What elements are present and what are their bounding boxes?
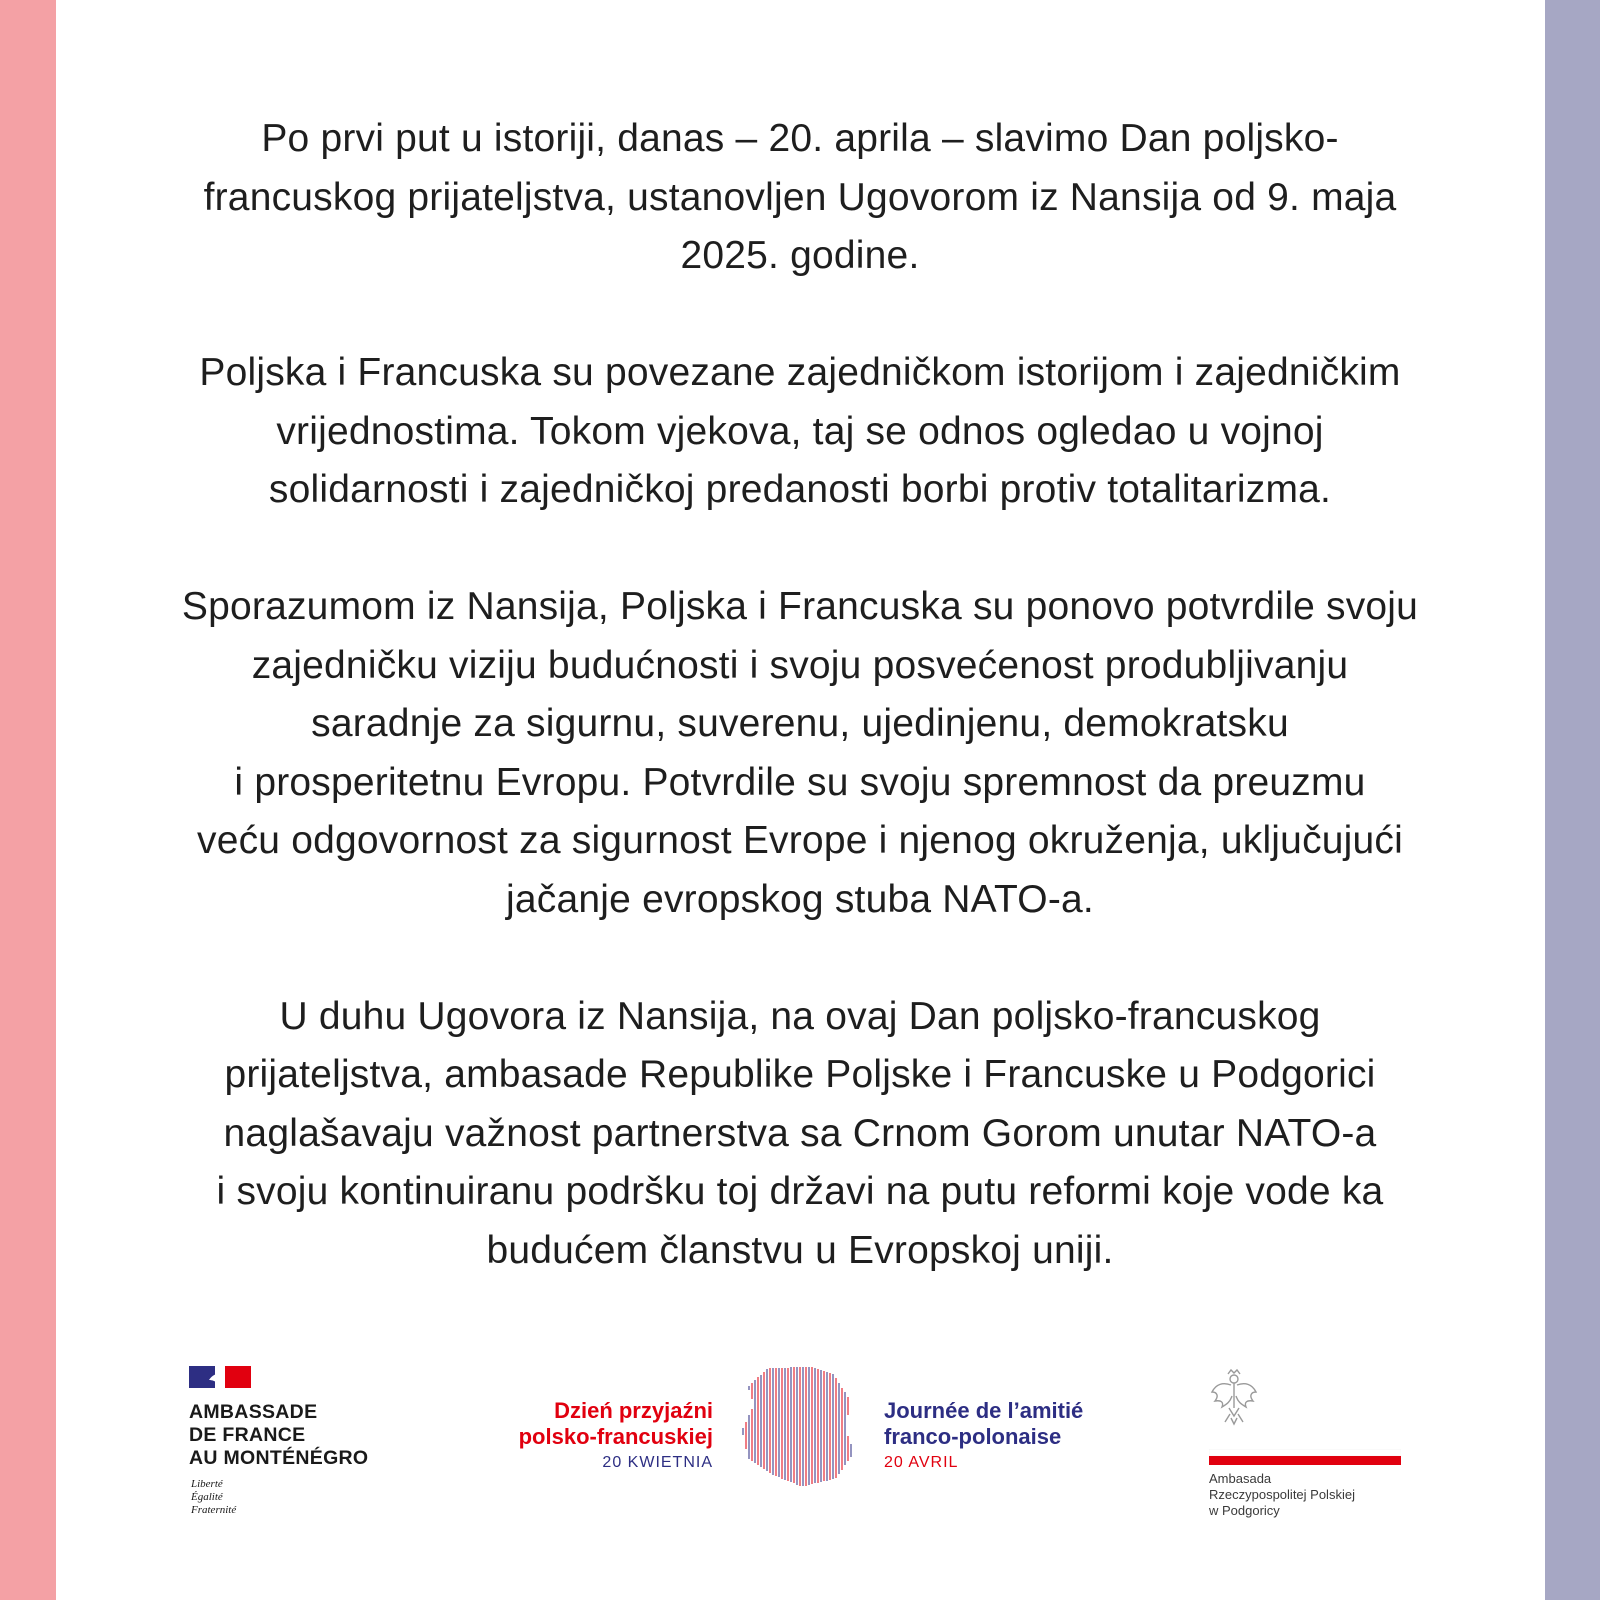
text-line: Sporazumom iz Nansija, Poljska i Francuska su ponovo potvrdile svoju bbox=[181, 585, 1419, 628]
title-line: Journée de l’amitié bbox=[884, 1398, 1084, 1423]
text-line: solidarnosti i zajedničkoj predanosti borbi protiv totalitarizma. bbox=[268, 468, 1332, 511]
paragraph-2 bbox=[130, 344, 1470, 520]
name-line: AU MONTÉNÉGRO bbox=[189, 1447, 369, 1469]
text-line: U duhu Ugovora iz Nansija, na ovaj Dan poljsko-francuskog bbox=[279, 994, 1321, 1038]
map-lines-icon bbox=[738, 1360, 858, 1490]
french-embassy-name bbox=[189, 1401, 368, 1470]
text-line: 2025. godine. bbox=[680, 234, 920, 277]
white-eagle-icon bbox=[1209, 1368, 1259, 1426]
logo-footer bbox=[0, 1360, 1600, 1560]
text-line: jačanje evropskog stuba NATO-a. bbox=[506, 877, 1094, 921]
text-line: i prosperitetnu Evropu. Potvrdile su svoju spremnost da preuzmu bbox=[234, 760, 1366, 804]
text-line: budućem članstvu u Evropskoj uniji. bbox=[486, 1228, 1114, 1272]
title-line: franco-polonaise bbox=[884, 1424, 1062, 1449]
text-line: naglašavaju važnost partnerstva sa Crnom Gorom unutar NATO-a bbox=[223, 1111, 1377, 1155]
text-line: i svoju kontinuiranu podršku toj državi na putu reformi koje vode ka bbox=[216, 1170, 1384, 1213]
polish-title bbox=[519, 1398, 713, 1450]
text-line: francuskog prijateljstva, ustanovljen Ugovorom iz Nansija od 9. maja bbox=[203, 175, 1397, 219]
motto-line: Égalité bbox=[191, 1491, 223, 1503]
french-title bbox=[884, 1398, 1083, 1450]
french-motto bbox=[191, 1478, 236, 1517]
text-line: saradnje za sigurnu, suverenu, ujedinjenu, demokratsku bbox=[311, 702, 1289, 745]
motto-line: Fraternité bbox=[191, 1504, 237, 1516]
event-title-french bbox=[884, 1398, 1083, 1474]
paragraph-1 bbox=[130, 110, 1470, 286]
polish-embassy-name bbox=[1209, 1471, 1355, 1519]
text-line: prijateljstva, ambasade Republike Poljske i Francuske u Podgorici bbox=[224, 1053, 1376, 1096]
name-line: AMBASSADE bbox=[189, 1401, 318, 1423]
name-line: Ambasada bbox=[1209, 1471, 1272, 1486]
marianne-flag-icon bbox=[189, 1366, 251, 1388]
polish-flag-stripe bbox=[1209, 1449, 1401, 1465]
event-title-polish bbox=[519, 1398, 713, 1474]
name-line: w Podgoricy bbox=[1209, 1503, 1280, 1518]
name-line: Rzeczypospolitej Polskiej bbox=[1209, 1487, 1355, 1502]
text-line: Poljska i Francuska su povezane zajedničkom istorijom i zajedničkim bbox=[199, 351, 1401, 394]
title-line: polsko-francuskiej bbox=[518, 1424, 713, 1449]
polish-date: 20 KWIETNIA bbox=[602, 1454, 713, 1471]
announcement-text bbox=[130, 110, 1470, 1339]
text-line: veću odgovornost za sigurnost Evrope i njenog okruženja, uključujući bbox=[197, 819, 1403, 862]
name-line: DE FRANCE bbox=[189, 1424, 306, 1446]
french-date: 20 AVRIL bbox=[884, 1454, 959, 1471]
text-line: zajedničku viziju budućnosti i svoju posvećenost produbljivanju bbox=[251, 643, 1349, 687]
title-line: Dzień przyjaźni bbox=[554, 1398, 713, 1423]
paragraph-3 bbox=[130, 578, 1470, 929]
motto-line: Liberté bbox=[191, 1478, 223, 1490]
text-line: vrijednostima. Tokom vjekova, taj se odnos ogledao u vojnoj bbox=[276, 409, 1324, 453]
text-line: Po prvi put u istoriji, danas – 20. aprila – slavimo Dan poljsko- bbox=[261, 117, 1339, 160]
paragraph-4 bbox=[130, 988, 1470, 1281]
